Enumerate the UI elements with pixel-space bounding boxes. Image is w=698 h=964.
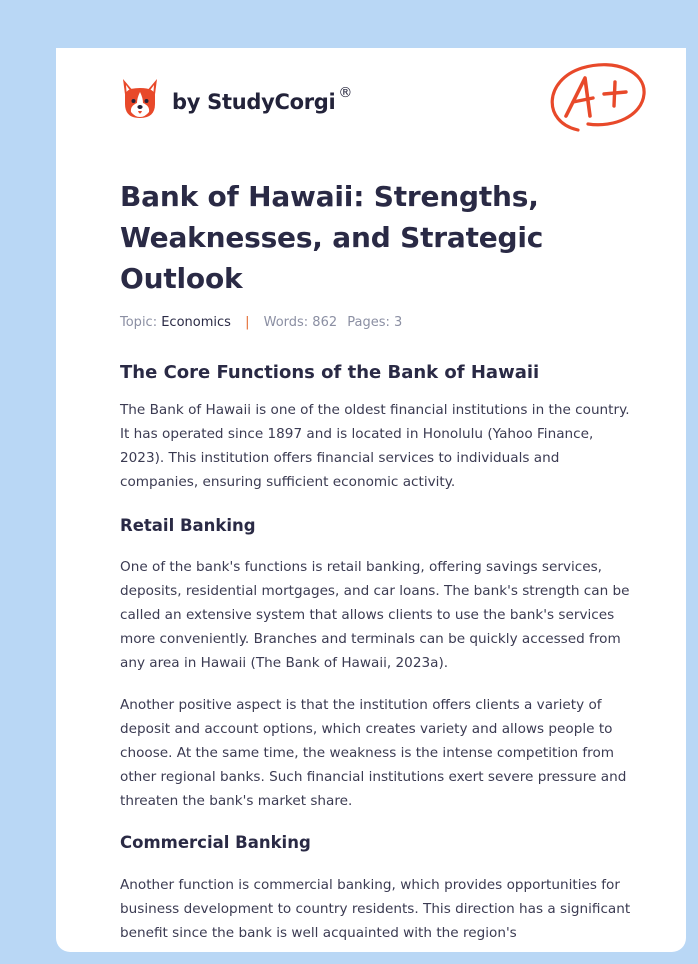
page-count: Pages: 3 bbox=[347, 315, 403, 330]
word-count: Words: 862 bbox=[263, 315, 338, 330]
article-meta bbox=[120, 315, 632, 330]
article-title: Bank of Hawaii: Strengths, Weaknesses, and Strategic Outlook bbox=[120, 180, 544, 295]
paragraph: Another positive aspect is that the institution offers clients a variety of deposit and account options, which creates variety and allows people to choose. At the same time, the weakness is the intense competition from other regional banks. Such financial institutions exert severe pressure and threaten the bank's market share. bbox=[120, 697, 627, 809]
topic-label: Topic: bbox=[120, 315, 158, 330]
registered-mark: ® bbox=[338, 84, 353, 101]
section-heading-retail-banking: Retail Banking bbox=[120, 516, 256, 535]
brand-name: by StudyCorgi ® bbox=[172, 84, 353, 114]
topic-link[interactable]: Economics bbox=[161, 315, 231, 330]
section-heading-commercial-banking: Commercial Banking bbox=[120, 833, 311, 852]
article bbox=[120, 176, 632, 945]
a-plus-grade-icon bbox=[538, 58, 650, 142]
corgi-icon bbox=[120, 76, 160, 122]
document-page bbox=[56, 48, 686, 952]
paragraph: One of the bank's functions is retail banking, offering savings services, deposits, residential mortgages, and car loans. The bank's strength can be called an extensive system that allows clients to use the bank's services more conveniently. Branches and terminals can be quickly accessed from any area in Hawaii (The Bank of Hawaii, 2023a). bbox=[120, 559, 630, 671]
section-heading-core-functions: The Core Functions of the Bank of Hawaii bbox=[120, 362, 540, 383]
meta-separator: | bbox=[245, 315, 250, 330]
studycorgi-logo[interactable] bbox=[120, 76, 352, 122]
paragraph: The Bank of Hawaii is one of the oldest financial institutions in the country. It has operated since 1897 and is located in Honolulu (Yahoo Finance, 2023). This institution offers financial services to individuals and companies, ensuring sufficient economic activity. bbox=[120, 402, 630, 490]
paragraph: Another function is commercial banking, which provides opportunities for business development to country residents. This direction has a significant benefit since the bank is well acquainted with the region's bbox=[120, 877, 631, 941]
